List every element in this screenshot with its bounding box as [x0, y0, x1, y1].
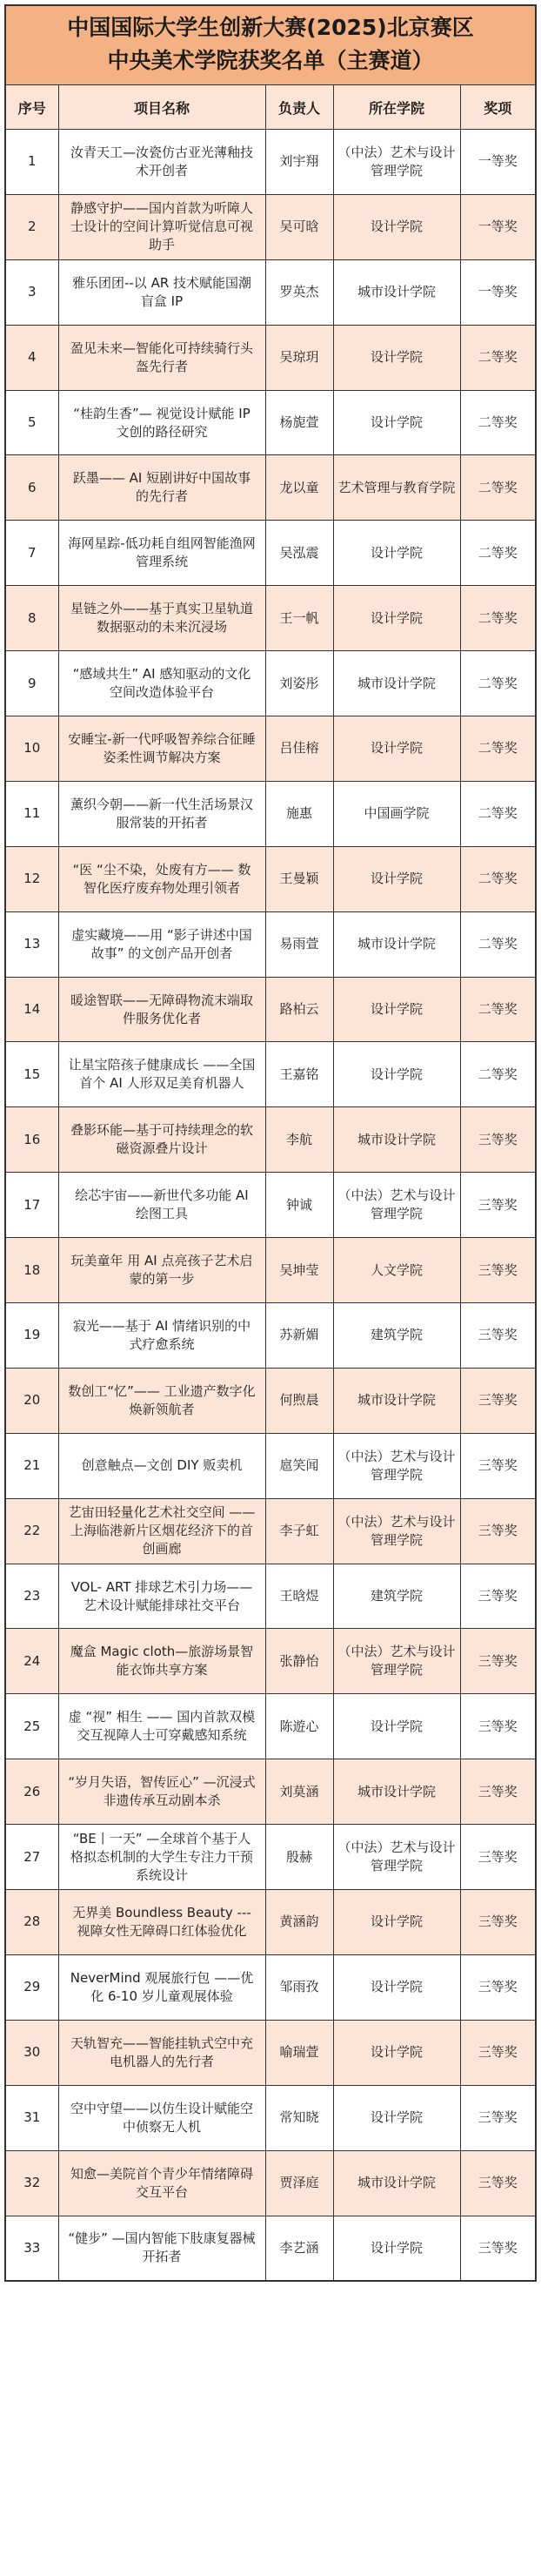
cell-school: 城市设计学院 — [333, 1368, 460, 1433]
cell-award: 三等奖 — [460, 1954, 535, 2020]
cell-award: 二等奖 — [460, 781, 535, 846]
award-list-document — [4, 4, 537, 2282]
cell-award: 三等奖 — [460, 1890, 535, 1955]
cell-leader: 吕佳榕 — [265, 716, 333, 782]
table-row — [6, 1107, 535, 1173]
cell-school: 设计学院 — [333, 2020, 460, 2085]
cell-award: 三等奖 — [460, 1433, 535, 1498]
cell-project: 魔盒 Magic cloth—旅游场景智能衣饰共享方案 — [58, 1629, 265, 1694]
cell-no: 3 — [6, 259, 58, 325]
cell-school: 设计学院 — [333, 194, 460, 259]
cell-no: 11 — [6, 781, 58, 846]
cell-project: 海网星踪-低功耗自组网智能渔网管理系统 — [58, 521, 265, 586]
cell-school: 城市设计学院 — [333, 1759, 460, 1825]
cell-award: 二等奖 — [460, 977, 535, 1042]
cell-no: 4 — [6, 325, 58, 390]
cell-award: 三等奖 — [460, 1173, 535, 1238]
cell-award: 二等奖 — [460, 651, 535, 716]
cell-award: 三等奖 — [460, 2020, 535, 2085]
cell-school: （中法）艺术与设计管理学院 — [333, 1498, 460, 1564]
title-line-2: 中央美术学院获奖名单（主赛道） — [107, 48, 434, 73]
table-row — [6, 1368, 535, 1433]
table-row — [6, 1564, 535, 1629]
cell-project: “感域共生” AI 感知驱动的文化空间改造体验平台 — [58, 651, 265, 716]
cell-no: 25 — [6, 1694, 58, 1759]
cell-project: 虚实藏境——用 “影子讲述中国故事” 的文创产品开创者 — [58, 911, 265, 977]
table-row — [6, 2020, 535, 2085]
cell-leader: 邹雨孜 — [265, 1954, 333, 2020]
cell-no: 26 — [6, 1759, 58, 1825]
cell-leader: 王嘉铭 — [265, 1042, 333, 1107]
cell-school: 设计学院 — [333, 846, 460, 911]
table-row — [6, 2085, 535, 2150]
cell-project: “岁月失语，智传匠心” —沉浸式非遗传承互动剧本杀 — [58, 1759, 265, 1825]
cell-leader: 吴泓震 — [265, 521, 333, 586]
document-title — [6, 6, 535, 85]
cell-school: 设计学院 — [333, 2216, 460, 2280]
cell-leader: 杨旎萱 — [265, 390, 333, 455]
cell-leader: 李子虹 — [265, 1498, 333, 1564]
cell-award: 三等奖 — [460, 1629, 535, 1694]
table-row — [6, 2216, 535, 2280]
table-row — [6, 325, 535, 390]
cell-school: 建筑学院 — [333, 1564, 460, 1629]
cell-school: （中法）艺术与设计管理学院 — [333, 130, 460, 195]
cell-project: 汝青天工—汝瓷仿古亚光薄釉技术开创者 — [58, 130, 265, 195]
cell-no: 9 — [6, 651, 58, 716]
table-row — [6, 1825, 535, 1890]
cell-leader: 路柏云 — [265, 977, 333, 1042]
cell-leader: 刘姿彤 — [265, 651, 333, 716]
cell-award: 三等奖 — [460, 1107, 535, 1173]
table-header-row — [6, 85, 535, 130]
table-row — [6, 1954, 535, 2020]
table-row — [6, 781, 535, 846]
table-row — [6, 259, 535, 325]
cell-school: 设计学院 — [333, 2085, 460, 2150]
cell-school: 城市设计学院 — [333, 1107, 460, 1173]
cell-project: 天轨智充——智能挂轨式空中充电机器人的先行者 — [58, 2020, 265, 2085]
table-row — [6, 390, 535, 455]
cell-no: 7 — [6, 521, 58, 586]
cell-project: 绘芯宇宙——新世代多功能 AI 绘图工具 — [58, 1173, 265, 1238]
cell-leader: 吴琼玥 — [265, 325, 333, 390]
cell-no: 6 — [6, 455, 58, 521]
cell-no: 27 — [6, 1825, 58, 1890]
cell-leader: 苏新媚 — [265, 1303, 333, 1369]
cell-leader: 殷赫 — [265, 1825, 333, 1890]
cell-award: 二等奖 — [460, 1042, 535, 1107]
cell-school: 设计学院 — [333, 521, 460, 586]
cell-leader: 黄涵韵 — [265, 1890, 333, 1955]
cell-school: （中法）艺术与设计管理学院 — [333, 1825, 460, 1890]
cell-no: 12 — [6, 846, 58, 911]
cell-project: 静感守护——国内首款为听障人士设计的空间计算听觉信息可视助手 — [58, 194, 265, 259]
cell-award: 三等奖 — [460, 1564, 535, 1629]
cell-no: 1 — [6, 130, 58, 195]
cell-no: 22 — [6, 1498, 58, 1564]
cell-no: 16 — [6, 1107, 58, 1173]
header-no: 序号 — [6, 85, 58, 130]
cell-school: 城市设计学院 — [333, 259, 460, 325]
cell-school: 设计学院 — [333, 325, 460, 390]
cell-leader: 扈笑闻 — [265, 1433, 333, 1498]
cell-school: 中国画学院 — [333, 781, 460, 846]
table-row — [6, 194, 535, 259]
cell-award: 二等奖 — [460, 716, 535, 782]
award-table — [6, 85, 535, 2280]
table-row — [6, 911, 535, 977]
cell-leader: 喻瑞萱 — [265, 2020, 333, 2085]
cell-award: 三等奖 — [460, 1368, 535, 1433]
cell-leader: 吴坤莹 — [265, 1238, 333, 1303]
cell-project: 叠影环能—基于可持续理念的软磁资源叠片设计 — [58, 1107, 265, 1173]
cell-no: 13 — [6, 911, 58, 977]
table-row — [6, 1042, 535, 1107]
cell-no: 32 — [6, 2150, 58, 2216]
cell-school: （中法）艺术与设计管理学院 — [333, 1433, 460, 1498]
cell-school: 设计学院 — [333, 977, 460, 1042]
cell-award: 三等奖 — [460, 1694, 535, 1759]
cell-project: “桂韵生香”— 视觉设计赋能 IP 文创的路径研究 — [58, 390, 265, 455]
table-row — [6, 716, 535, 782]
cell-school: 设计学院 — [333, 586, 460, 651]
cell-project: 盈见未来—智能化可持续骑行头盔先行者 — [58, 325, 265, 390]
cell-project: 寂光——基于 AI 情绪识别的中式疗愈系统 — [58, 1303, 265, 1369]
table-row — [6, 1238, 535, 1303]
cell-no: 31 — [6, 2085, 58, 2150]
table-row — [6, 846, 535, 911]
cell-leader: 刘莫涵 — [265, 1759, 333, 1825]
table-row — [6, 1759, 535, 1825]
cell-school: 建筑学院 — [333, 1303, 460, 1369]
cell-leader: 常知晓 — [265, 2085, 333, 2150]
cell-no: 21 — [6, 1433, 58, 1498]
cell-leader: 王一帆 — [265, 586, 333, 651]
cell-leader: 施惠 — [265, 781, 333, 846]
cell-school: 艺术管理与教育学院 — [333, 455, 460, 521]
cell-leader: 吴可晗 — [265, 194, 333, 259]
cell-award: 三等奖 — [460, 2085, 535, 2150]
cell-no: 28 — [6, 1890, 58, 1955]
table-row — [6, 2150, 535, 2216]
cell-school: 设计学院 — [333, 1954, 460, 2020]
cell-leader: 钟诚 — [265, 1173, 333, 1238]
cell-no: 5 — [6, 390, 58, 455]
cell-leader: 何煦晨 — [265, 1368, 333, 1433]
cell-project: 数创工“忆”—— 工业遗产数字化焕新领航者 — [58, 1368, 265, 1433]
cell-award: 二等奖 — [460, 390, 535, 455]
cell-project: 星链之外——基于真实卫星轨道数据驱动的未来沉浸场 — [58, 586, 265, 651]
cell-award: 三等奖 — [460, 1825, 535, 1890]
cell-school: 设计学院 — [333, 1694, 460, 1759]
table-row — [6, 455, 535, 521]
cell-project: 暖途智联——无障碍物流末端取件服务优化者 — [58, 977, 265, 1042]
cell-project: “医 “尘不染，处废有方—— 数智化医疗废弃物处理引领者 — [58, 846, 265, 911]
cell-leader: 刘宇翔 — [265, 130, 333, 195]
cell-no: 17 — [6, 1173, 58, 1238]
cell-award: 一等奖 — [460, 130, 535, 195]
cell-award: 三等奖 — [460, 1303, 535, 1369]
cell-project: 跃墨—— AI 短剧讲好中国故事的先行者 — [58, 455, 265, 521]
table-row — [6, 1890, 535, 1955]
header-award: 奖项 — [460, 85, 535, 130]
cell-award: 二等奖 — [460, 911, 535, 977]
cell-award: 三等奖 — [460, 1238, 535, 1303]
cell-award: 三等奖 — [460, 2150, 535, 2216]
title-line-1: 中国国际大学生创新大赛(2025)北京赛区 — [67, 15, 474, 40]
cell-project: 无界美 Boundless Beauty ---视障女性无障碍口红体验优化 — [58, 1890, 265, 1955]
cell-no: 2 — [6, 194, 58, 259]
cell-leader: 李艺涵 — [265, 2216, 333, 2280]
table-row — [6, 1694, 535, 1759]
cell-no: 29 — [6, 1954, 58, 2020]
cell-no: 8 — [6, 586, 58, 651]
table-row — [6, 586, 535, 651]
table-row — [6, 1629, 535, 1694]
cell-project: 薰织今朝——新一代生活场景汉服常装的开拓者 — [58, 781, 265, 846]
table-row — [6, 521, 535, 586]
cell-no: 20 — [6, 1368, 58, 1433]
cell-school: 设计学院 — [333, 1890, 460, 1955]
cell-project: 空中守望——以仿生设计赋能空中侦察无人机 — [58, 2085, 265, 2150]
cell-project: 雅乐团团--以 AR 技术赋能国潮盲盒 IP — [58, 259, 265, 325]
header-school: 所在学院 — [333, 85, 460, 130]
cell-award: 二等奖 — [460, 586, 535, 651]
cell-school: 设计学院 — [333, 716, 460, 782]
cell-no: 23 — [6, 1564, 58, 1629]
cell-no: 24 — [6, 1629, 58, 1694]
cell-no: 15 — [6, 1042, 58, 1107]
cell-award: 三等奖 — [460, 1498, 535, 1564]
cell-project: 创意触点—文创 DIY 贩卖机 — [58, 1433, 265, 1498]
table-row — [6, 130, 535, 195]
cell-project: 安睡宝-新一代呼吸智养综合征睡姿柔性调节解决方案 — [58, 716, 265, 782]
cell-award: 一等奖 — [460, 259, 535, 325]
cell-award: 三等奖 — [460, 1759, 535, 1825]
cell-project: 让星宝陪孩子健康成长 ——全国首个 AI 人形双足美育机器人 — [58, 1042, 265, 1107]
cell-award: 二等奖 — [460, 455, 535, 521]
cell-school: （中法）艺术与设计管理学院 — [333, 1173, 460, 1238]
cell-project: 知愈—美院首个青少年情绪障碍交互平台 — [58, 2150, 265, 2216]
cell-no: 18 — [6, 1238, 58, 1303]
cell-no: 14 — [6, 977, 58, 1042]
cell-no: 19 — [6, 1303, 58, 1369]
cell-school: 城市设计学院 — [333, 911, 460, 977]
cell-leader: 王晗煜 — [265, 1564, 333, 1629]
table-row — [6, 1498, 535, 1564]
cell-project: “BE丨一天” —全球首个基于人格拟态机制的大学生专注力干预系统设计 — [58, 1825, 265, 1890]
cell-leader: 张静怡 — [265, 1629, 333, 1694]
cell-award: 二等奖 — [460, 521, 535, 586]
cell-leader: 易雨萱 — [265, 911, 333, 977]
cell-project: VOL- ART 排球艺术引力场——艺术设计赋能排球社交平台 — [58, 1564, 265, 1629]
cell-school: 设计学院 — [333, 390, 460, 455]
cell-leader: 王曼颖 — [265, 846, 333, 911]
header-leader: 负责人 — [265, 85, 333, 130]
cell-award: 二等奖 — [460, 846, 535, 911]
cell-award: 一等奖 — [460, 194, 535, 259]
cell-project: 玩美童年 用 AI 点亮孩子艺术启蒙的第一步 — [58, 1238, 265, 1303]
cell-leader: 罗英杰 — [265, 259, 333, 325]
cell-leader: 龙以童 — [265, 455, 333, 521]
cell-no: 10 — [6, 716, 58, 782]
cell-school: 人文学院 — [333, 1238, 460, 1303]
table-row — [6, 977, 535, 1042]
cell-project: NeverMind 观展旅行包 ——优化 6-10 岁儿童观展体验 — [58, 1954, 265, 2020]
cell-school: 城市设计学院 — [333, 2150, 460, 2216]
table-row — [6, 1173, 535, 1238]
header-project: 项目名称 — [58, 85, 265, 130]
cell-school: 设计学院 — [333, 1042, 460, 1107]
table-row — [6, 1433, 535, 1498]
cell-leader: 贾泽庭 — [265, 2150, 333, 2216]
table-row — [6, 651, 535, 716]
cell-school: （中法）艺术与设计管理学院 — [333, 1629, 460, 1694]
cell-no: 30 — [6, 2020, 58, 2085]
cell-project: 艺宙田轻量化艺术社交空间 ——上海临港新片区烟花经济下的首创画廊 — [58, 1498, 265, 1564]
cell-leader: 陈遊心 — [265, 1694, 333, 1759]
table-row — [6, 1303, 535, 1369]
cell-no: 33 — [6, 2216, 58, 2280]
cell-school: 城市设计学院 — [333, 651, 460, 716]
cell-project: 虚 “视” 相生 —— 国内首款双模交互视障人士可穿戴感知系统 — [58, 1694, 265, 1759]
cell-award: 二等奖 — [460, 325, 535, 390]
cell-award: 三等奖 — [460, 2216, 535, 2280]
cell-project: “健步” —国内智能下肢康复器械开拓者 — [58, 2216, 265, 2280]
cell-leader: 李航 — [265, 1107, 333, 1173]
